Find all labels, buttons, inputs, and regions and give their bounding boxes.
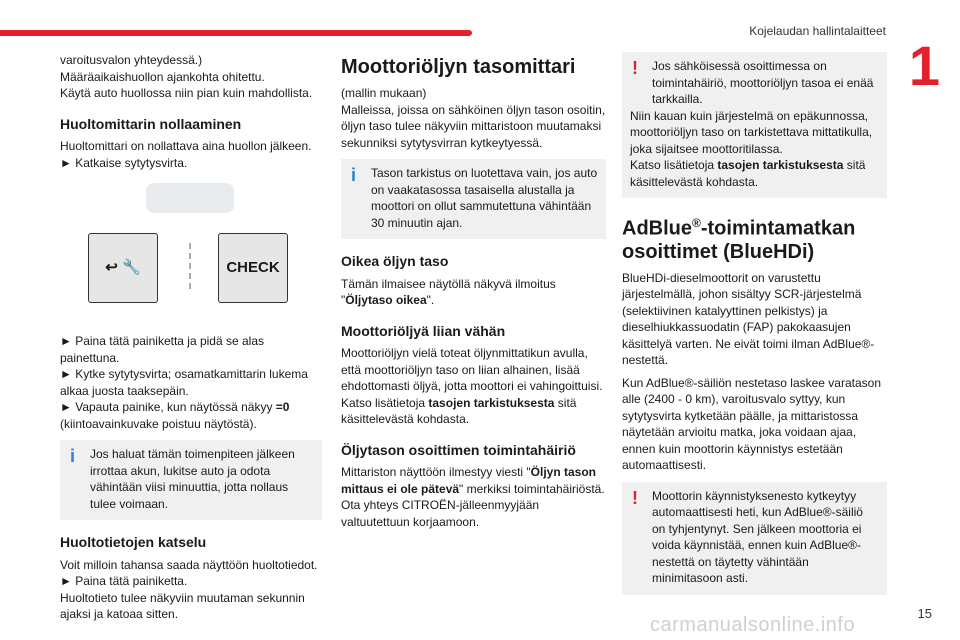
info-note: i Jos haluat tämän toimenpiteen jälkeen irrottaa akun, lukitse auto ja odota vähintään viisi minuuttia, jotta nollaus tulee voimaan. bbox=[60, 440, 322, 520]
info-icon: i bbox=[351, 165, 357, 185]
heading-oil-fault: Öljytason osoittimen toimintahäiriö bbox=[341, 441, 576, 458]
header-red-bar bbox=[0, 30, 472, 36]
paragraph: BlueHDi-dieselmoottorit on varustettu järjestelmällä, johon sisältyy SCR-järjestelmä (selektiivinen katalyyttinen pelkistys) ja dieselhiukkassuodatin (FAP) pakokaasujen käsittelyä varten. Ne eivät toimi ilman AdBlue®-nestettä. bbox=[622, 270, 875, 368]
paragraph: Mittariston näyttöön ilmestyy viesti "Öljyn tason mittaus ei ole pätevä" merkiksi toimintahäiriöstä. Ota yhteys CITROËN-jälleenmyyjään valtuutettuun korjaamoon. bbox=[341, 465, 605, 529]
section-title: Kojelaudan hallintalaitteet bbox=[749, 24, 886, 38]
heading-oil-ok: Oikea öljyn taso bbox=[341, 253, 449, 269]
check-button: CHECK bbox=[218, 233, 288, 303]
paragraph: ► Paina tätä painiketta ja pidä se alas painettuna. ► Kytke sytytysvirta; osamatkamittarin lukema alkaa juosta taaksepäin. ► Vapauta painike, kun näytössä näkyy =0 (kiintoavainkuvake poistuu näytöstä). bbox=[60, 334, 308, 431]
column-3 bbox=[622, 52, 887, 603]
paragraph: (mallin mukaan) Malleissa, joissa on sähköinen öljyn tason osoitin, öljyn taso tulee näkyviin mittaristoon muutamaksi sekunniksi sytytysvirran kytkeytyessä. bbox=[341, 86, 606, 150]
column-1 bbox=[60, 52, 322, 629]
heading-view: Huoltotietojen katselu bbox=[60, 534, 207, 550]
heading-oil-low: Moottoriöljyä liian vähän bbox=[341, 322, 506, 339]
info-icon: i bbox=[70, 446, 76, 466]
dashboard-icon bbox=[146, 183, 234, 213]
page-number: 15 bbox=[917, 606, 932, 621]
heading-reset: Huoltomittarin nollaaminen bbox=[60, 115, 242, 132]
button-diagram bbox=[60, 183, 322, 323]
warning-note: ! Moottorin käynnistyksenesto kytkeytyy automaattisesti heti, kun AdBlue®-säiliö on tyhjentynyt. Sen jälkeen moottoria ei voida käynnistää, ennen kuin AdBlue®-nestettä on täytetty vähintään minimitasoon asti. bbox=[622, 482, 887, 595]
column-2 bbox=[341, 52, 606, 536]
paragraph: Voit milloin tahansa saada näyttöön huoltotiedot. ► Paina tätä painiketta. Huoltotieto tulee näkyviin muutaman sekunnin ajaksi ja katoaa sitten. bbox=[60, 557, 318, 621]
paragraph: Tämän ilmaisee näytöllä näkyvä ilmoitus "Öljytaso oikea". bbox=[341, 276, 556, 307]
reset-button-icon: ↩ 🔧 bbox=[88, 233, 158, 303]
heading-adblue: AdBlue®-toimintamatkan osoittimet (BlueHDi) bbox=[622, 216, 856, 263]
divider bbox=[189, 243, 191, 289]
warning-icon: ! bbox=[632, 487, 638, 508]
warning-icon: ! bbox=[632, 58, 638, 78]
paragraph: Huoltomittari on nollattava aina huollon jälkeen. ► Katkaise sytytysvirta. bbox=[60, 139, 312, 170]
paragraph: Moottoriöljyn vielä toteat öljynmittatikun avulla, että moottoriöljyn taso on liian alhainen, lisää ehdottomasti öljyä, jotta moottori ei vahingoittuisi. Katso lisätietoja tasojen tarkistuksesta sitä käsittelevästä kohdasta. bbox=[341, 346, 603, 426]
warning-note: ! Jos sähköisessä osoittimessa on toimintahäiriö, moottoriöljyn tasoa ei enää tarkkailla. Niin kauan kuin järjestelmä on epäkunnossa, moottoriöljyn taso on tarkistettava mittatikulla, joka sijaitsee moottoritilassa. Katso lisätietoja tasojen tarkistuksesta sitä käsittelevästä kohdasta. bbox=[622, 52, 887, 198]
heading-oil-gauge: Moottoriöljyn tasomittari bbox=[341, 56, 576, 78]
paragraph: Kun AdBlue®-säiliön nestetaso laskee varatason alle (2400 - 0 km), varoitusvalo syttyy, kun sytytysvirta kytketään päälle, ja mittaristossa näytetään arvioitu matka, joka voidaan ajaa, ennen kuin moottorin käynnistys estetään automaattisesti. bbox=[622, 375, 882, 473]
info-note: i Tason tarkistus on luotettava vain, jos auto on vaakatasossa tasaisella alustalla ja moottori on ollut sammutettuna vähintään 30 minuutin ajan. bbox=[341, 159, 606, 239]
chapter-number: 1 bbox=[908, 34, 940, 97]
paragraph: varoitusvalon yhteydessä.) Määräaikaishuollon ajankohta ohitettu. Käytä auto huollossa niin pian kuin mahdollista. bbox=[60, 53, 313, 100]
watermark: carmanualsonline.info bbox=[650, 614, 856, 636]
